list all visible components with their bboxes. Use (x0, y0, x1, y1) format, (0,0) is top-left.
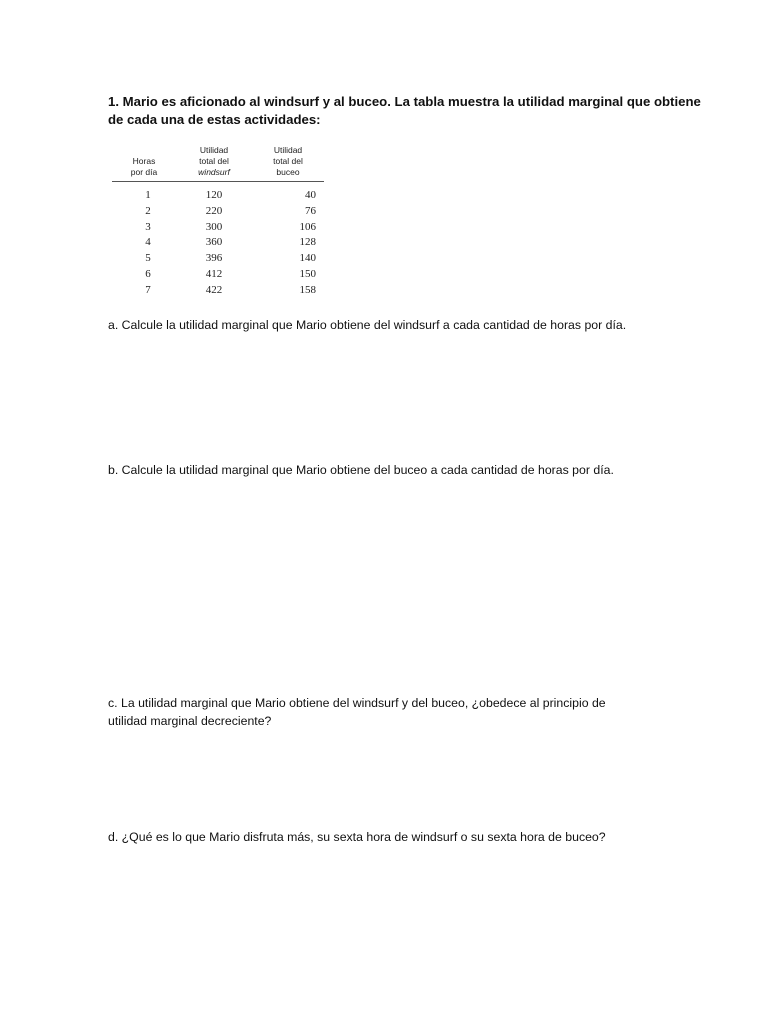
question-1-intro (108, 93, 701, 129)
cell-buceo: 76 (305, 204, 316, 217)
question-line: d. ¿Qué es lo que Mario disfruta más, su sexta hora de windsurf o su sexta hora de buceo? (108, 830, 606, 844)
header-buceo (252, 145, 324, 182)
cell-hours: 2 (145, 204, 151, 217)
header-text: Horas (132, 156, 156, 166)
table-header-row (112, 145, 324, 182)
header-text: windsurf (198, 167, 230, 177)
header-text: Utilidad (199, 145, 229, 155)
question-line: b. Calcule la utilidad marginal que Mario obtiene del buceo a cada cantidad de horas por día. (108, 463, 614, 477)
cell-buceo: 140 (299, 252, 316, 265)
cell-windsurf: 422 (205, 283, 223, 296)
header-text: por día (130, 167, 158, 177)
cell-hours: 3 (145, 220, 151, 233)
header-windsurf (176, 145, 252, 182)
cell-hours: 7 (145, 283, 151, 296)
cell-hours: 4 (145, 236, 151, 249)
intro-line: 1. Mario es aficionado al windsurf y al buceo. La tabla muestra la utilidad marginal que obtiene (108, 94, 701, 109)
header-text: Utilidad (273, 145, 303, 155)
cell-buceo: 158 (299, 283, 316, 296)
table-row (112, 204, 324, 220)
table-row (112, 251, 324, 267)
header-text: total del (199, 156, 229, 166)
cell-hours: 1 (145, 189, 151, 201)
table-row (112, 267, 324, 283)
question-line: a. Calcule la utilidad marginal que Mario obtiene del windsurf a cada cantidad de horas por día. (108, 318, 627, 332)
cell-windsurf: 396 (205, 252, 223, 265)
cell-buceo: 40 (305, 189, 316, 201)
cell-windsurf: 360 (205, 236, 223, 249)
utility-table-figure (112, 145, 324, 299)
intro-line: de cada una de estas actividades: (108, 112, 321, 127)
utility-table (112, 145, 324, 299)
table-row (112, 283, 324, 299)
question-line: utilidad marginal decreciente? (108, 714, 272, 728)
table-row (112, 220, 324, 236)
cell-buceo: 106 (299, 220, 316, 233)
header-text: total del (273, 156, 303, 166)
cell-hours: 5 (145, 252, 151, 265)
cell-windsurf: 220 (205, 204, 223, 217)
question-b (108, 461, 668, 479)
question-a (108, 316, 668, 334)
header-hours (112, 145, 176, 182)
cell-hours: 6 (145, 267, 151, 280)
cell-windsurf: 300 (205, 220, 223, 233)
table-row (112, 182, 324, 204)
table-row (112, 235, 324, 251)
question-d (108, 828, 668, 846)
cell-windsurf: 120 (205, 189, 223, 201)
question-c (108, 694, 668, 730)
header-text: buceo (276, 167, 300, 177)
cell-buceo: 128 (299, 236, 316, 249)
cell-windsurf: 412 (205, 267, 223, 280)
cell-buceo: 150 (299, 267, 316, 280)
question-line: c. La utilidad marginal que Mario obtiene del windsurf y del buceo, ¿obedece al principio de (108, 696, 606, 710)
